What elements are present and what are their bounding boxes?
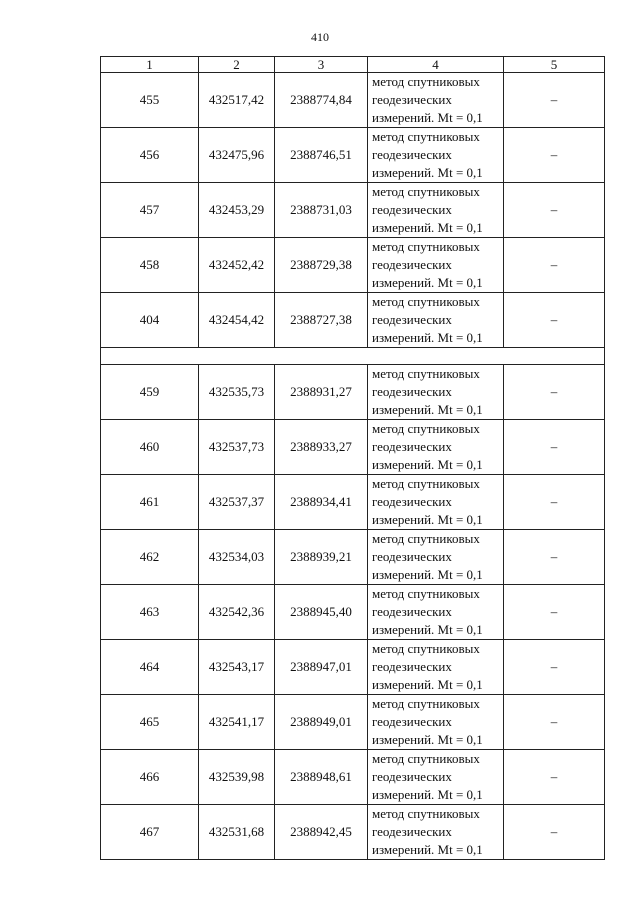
table-row bbox=[101, 183, 605, 238]
x-coordinate-cell: 432534,03 bbox=[199, 530, 275, 585]
method-cell: метод спутниковых геодезических измерений. Mt = 0,1 bbox=[368, 750, 504, 805]
table-body bbox=[101, 73, 605, 860]
note-cell: – bbox=[504, 293, 605, 348]
header-row bbox=[101, 57, 605, 73]
note-cell: – bbox=[504, 695, 605, 750]
point-number-cell: 404 bbox=[101, 293, 199, 348]
table-row bbox=[101, 73, 605, 128]
x-coordinate-cell: 432531,68 bbox=[199, 805, 275, 860]
table-row bbox=[101, 293, 605, 348]
note-cell: – bbox=[504, 585, 605, 640]
x-coordinate-cell: 432454,42 bbox=[199, 293, 275, 348]
table-row bbox=[101, 365, 605, 420]
point-number-cell: 456 bbox=[101, 128, 199, 183]
note-cell: – bbox=[504, 750, 605, 805]
separator-cell bbox=[101, 348, 605, 365]
note-cell: – bbox=[504, 73, 605, 128]
y-coordinate-cell: 2388949,01 bbox=[275, 695, 368, 750]
method-cell: метод спутниковых геодезических измерений. Mt = 0,1 bbox=[368, 183, 504, 238]
method-cell: метод спутниковых геодезических измерений. Mt = 0,1 bbox=[368, 640, 504, 695]
y-coordinate-cell: 2388942,45 bbox=[275, 805, 368, 860]
table-row bbox=[101, 475, 605, 530]
y-coordinate-cell: 2388945,40 bbox=[275, 585, 368, 640]
column-header-1: 1 bbox=[101, 57, 199, 73]
point-number-cell: 455 bbox=[101, 73, 199, 128]
table-row bbox=[101, 695, 605, 750]
method-cell: метод спутниковых геодезических измерений. Mt = 0,1 bbox=[368, 73, 504, 128]
coordinates-table bbox=[100, 56, 605, 860]
table-row bbox=[101, 750, 605, 805]
method-cell: метод спутниковых геодезических измерений. Mt = 0,1 bbox=[368, 238, 504, 293]
point-number-cell: 461 bbox=[101, 475, 199, 530]
x-coordinate-cell: 432537,73 bbox=[199, 420, 275, 475]
note-cell: – bbox=[504, 640, 605, 695]
note-cell: – bbox=[504, 530, 605, 585]
method-cell: метод спутниковых геодезических измерений. Mt = 0,1 bbox=[368, 420, 504, 475]
y-coordinate-cell: 2388934,41 bbox=[275, 475, 368, 530]
point-number-cell: 457 bbox=[101, 183, 199, 238]
column-header-5: 5 bbox=[504, 57, 605, 73]
y-coordinate-cell: 2388933,27 bbox=[275, 420, 368, 475]
point-number-cell: 464 bbox=[101, 640, 199, 695]
y-coordinate-cell: 2388947,01 bbox=[275, 640, 368, 695]
point-number-cell: 462 bbox=[101, 530, 199, 585]
method-cell: метод спутниковых геодезических измерений. Mt = 0,1 bbox=[368, 475, 504, 530]
method-cell: метод спутниковых геодезических измерений. Mt = 0,1 bbox=[368, 293, 504, 348]
table-header bbox=[101, 57, 605, 73]
y-coordinate-cell: 2388939,21 bbox=[275, 530, 368, 585]
table-row bbox=[101, 238, 605, 293]
table-row bbox=[101, 530, 605, 585]
y-coordinate-cell: 2388948,61 bbox=[275, 750, 368, 805]
y-coordinate-cell: 2388931,27 bbox=[275, 365, 368, 420]
method-cell: метод спутниковых геодезических измерений. Mt = 0,1 bbox=[368, 365, 504, 420]
note-cell: – bbox=[504, 183, 605, 238]
note-cell: – bbox=[504, 805, 605, 860]
point-number-cell: 459 bbox=[101, 365, 199, 420]
method-cell: метод спутниковых геодезических измерений. Mt = 0,1 bbox=[368, 585, 504, 640]
x-coordinate-cell: 432452,42 bbox=[199, 238, 275, 293]
x-coordinate-cell: 432453,29 bbox=[199, 183, 275, 238]
table-row bbox=[101, 640, 605, 695]
point-number-cell: 463 bbox=[101, 585, 199, 640]
note-cell: – bbox=[504, 475, 605, 530]
y-coordinate-cell: 2388731,03 bbox=[275, 183, 368, 238]
note-cell: – bbox=[504, 128, 605, 183]
table-row bbox=[101, 128, 605, 183]
x-coordinate-cell: 432537,37 bbox=[199, 475, 275, 530]
column-header-4: 4 bbox=[368, 57, 504, 73]
point-number-cell: 460 bbox=[101, 420, 199, 475]
table-row bbox=[101, 585, 605, 640]
x-coordinate-cell: 432517,42 bbox=[199, 73, 275, 128]
method-cell: метод спутниковых геодезических измерений. Mt = 0,1 bbox=[368, 128, 504, 183]
group-separator-row bbox=[101, 348, 605, 365]
point-number-cell: 465 bbox=[101, 695, 199, 750]
page-number: 410 bbox=[311, 30, 329, 44]
y-coordinate-cell: 2388774,84 bbox=[275, 73, 368, 128]
table-row bbox=[101, 805, 605, 860]
table-row bbox=[101, 420, 605, 475]
point-number-cell: 466 bbox=[101, 750, 199, 805]
point-number-cell: 467 bbox=[101, 805, 199, 860]
x-coordinate-cell: 432475,96 bbox=[199, 128, 275, 183]
x-coordinate-cell: 432541,17 bbox=[199, 695, 275, 750]
y-coordinate-cell: 2388727,38 bbox=[275, 293, 368, 348]
y-coordinate-cell: 2388729,38 bbox=[275, 238, 368, 293]
method-cell: метод спутниковых геодезических измерений. Mt = 0,1 bbox=[368, 805, 504, 860]
y-coordinate-cell: 2388746,51 bbox=[275, 128, 368, 183]
column-header-2: 2 bbox=[199, 57, 275, 73]
x-coordinate-cell: 432535,73 bbox=[199, 365, 275, 420]
note-cell: – bbox=[504, 420, 605, 475]
x-coordinate-cell: 432542,36 bbox=[199, 585, 275, 640]
method-cell: метод спутниковых геодезических измерений. Mt = 0,1 bbox=[368, 530, 504, 585]
x-coordinate-cell: 432543,17 bbox=[199, 640, 275, 695]
method-cell: метод спутниковых геодезических измерений. Mt = 0,1 bbox=[368, 695, 504, 750]
note-cell: – bbox=[504, 238, 605, 293]
x-coordinate-cell: 432539,98 bbox=[199, 750, 275, 805]
column-header-3: 3 bbox=[275, 57, 368, 73]
note-cell: – bbox=[504, 365, 605, 420]
point-number-cell: 458 bbox=[101, 238, 199, 293]
